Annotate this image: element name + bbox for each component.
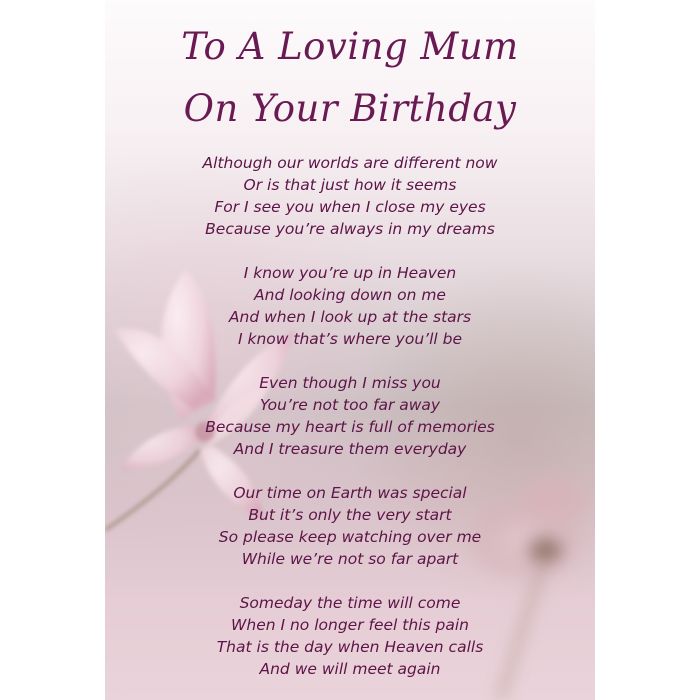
poem-line: That is the day when Heaven calls xyxy=(216,638,484,656)
poem-line: And we will meet again xyxy=(259,660,441,678)
stanza-3 xyxy=(105,372,595,460)
title-line-1: To A Loving Mum xyxy=(181,25,519,68)
stanza-5 xyxy=(105,592,595,680)
poem-line: But it’s only the very start xyxy=(248,506,452,524)
poem-line: You’re not too far away xyxy=(259,396,441,414)
poem-line: Or is that just how it seems xyxy=(243,176,457,194)
poem-line: I know that’s where you’ll be xyxy=(238,330,462,348)
poem-line: When I no longer feel this pain xyxy=(231,616,469,634)
poem-line: For I see you when I close my eyes xyxy=(214,198,486,216)
stanza-1 xyxy=(105,152,595,240)
poem-line: And looking down on me xyxy=(254,286,446,304)
poem-line: And I treasure them everyday xyxy=(233,440,467,458)
poem-line: Because my heart is full of memories xyxy=(205,418,495,436)
poem-line: Although our worlds are different now xyxy=(202,154,498,172)
poem-card xyxy=(105,0,595,700)
stanza-2 xyxy=(105,262,595,350)
poem-line: So please keep watching over me xyxy=(218,528,482,546)
stanza-4 xyxy=(105,482,595,570)
poem-line: While we’re not so far apart xyxy=(241,550,459,568)
poem-line: Because you’re always in my dreams xyxy=(205,220,495,238)
poem-line: Our time on Earth was special xyxy=(233,484,467,502)
poem xyxy=(105,152,595,700)
poem-line: I know you’re up in Heaven xyxy=(243,264,457,282)
poem-line: Even though I miss you xyxy=(259,374,441,392)
poem-line: Someday the time will come xyxy=(239,594,461,612)
poem-line: And when I look up at the stars xyxy=(228,308,472,326)
title-line-2: On Your Birthday xyxy=(183,87,517,130)
